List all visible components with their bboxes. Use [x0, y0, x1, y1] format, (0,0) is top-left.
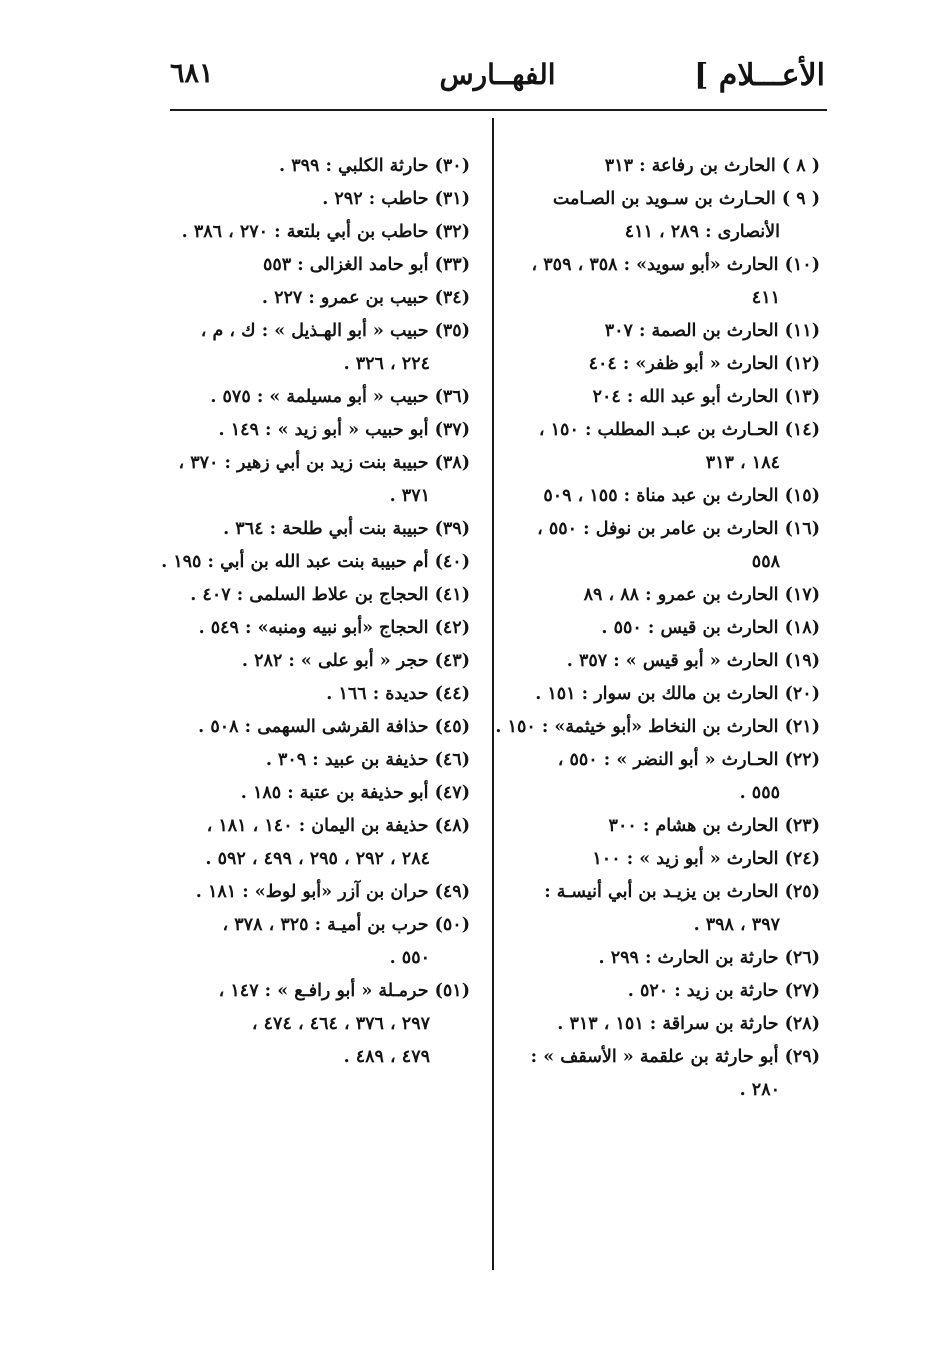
index-entry — [516, 348, 820, 381]
entry-first-line — [516, 744, 820, 777]
entry-text: حبيبة بنت زيد بن أبي زهير : ٣٧٠ ، — [178, 453, 429, 473]
entry-number: (٢١) — [784, 717, 820, 737]
entry-text: حارثة الكلبي : ٣٩٩ . — [279, 156, 429, 176]
entry-first-line — [516, 183, 820, 216]
entry-continuation-line — [180, 942, 470, 975]
index-entry — [516, 810, 820, 843]
index-entry — [180, 447, 470, 513]
entry-first-line — [516, 513, 820, 546]
index-entry — [516, 315, 820, 348]
index-entry — [180, 909, 470, 975]
entry-text: حبيبة بنت أبي طلحة : ٣٦٤ . — [223, 519, 429, 539]
index-entry — [180, 876, 470, 909]
entry-text: الحـارث بن سـويد بن الصـامت — [552, 189, 776, 209]
entry-number: (٤٢) — [434, 618, 470, 638]
index-entry — [180, 183, 470, 216]
entry-number: (١٧) — [784, 585, 820, 605]
entry-first-line — [180, 876, 470, 909]
index-entry — [516, 150, 820, 183]
entry-continuation-line — [180, 480, 470, 513]
entry-continuation-line — [516, 282, 820, 315]
entry-text: الحارث بن عامر بن نوفل : ٥٥٠ ، — [537, 519, 779, 539]
entry-continuation-line — [180, 1041, 470, 1074]
index-entry — [180, 777, 470, 810]
index-entry — [180, 249, 470, 282]
index-entry — [516, 843, 820, 876]
entry-first-line — [180, 513, 470, 546]
index-entry — [516, 579, 820, 612]
entry-number: (٢٥) — [784, 882, 820, 902]
index-entry — [516, 183, 820, 249]
entry-text: أبو حارثة بن علقمة « الأسقف » : — [530, 1047, 779, 1067]
entry-first-line — [180, 216, 470, 249]
entry-number: (٣٩) — [434, 519, 470, 539]
entry-first-line — [161, 546, 470, 579]
entry-text: حرمـلة « أبو رافـع » : ١٤٧ ، — [218, 981, 429, 1001]
entry-text: حران بن آزر «أبو لوط» : ١٨١ . — [195, 882, 429, 902]
entry-text: ٣٧١ . — [389, 486, 430, 506]
entry-number: (٤١) — [434, 585, 470, 605]
entry-continuation-line — [516, 777, 820, 810]
entry-number: (٣٠) — [434, 156, 470, 176]
entry-number: (٢٧) — [784, 981, 820, 1001]
entry-number: (٣٦) — [434, 387, 470, 407]
entry-first-line — [516, 843, 820, 876]
entry-continuation-line — [516, 216, 820, 249]
entry-first-line — [516, 315, 820, 348]
index-entry — [180, 381, 470, 414]
entry-text: الحارث بن الصمة : ٣٠٧ — [604, 321, 779, 341]
entry-text: حبيب بن عمرو : ٢٢٧ . — [261, 288, 429, 308]
entry-first-line — [180, 777, 470, 810]
index-entry — [180, 513, 470, 546]
entry-continuation-line — [516, 909, 820, 942]
entry-text: ٥٥٥ . — [739, 783, 780, 803]
entry-text: حذافة القرشى السهمى : ٥٠٨ . — [198, 717, 429, 737]
index-entry — [516, 513, 820, 579]
index-entry — [516, 612, 820, 645]
entry-first-line — [516, 480, 820, 513]
entry-text: حارثة بن زيد : ٥٢٠ . — [627, 981, 779, 1001]
entry-text: حديدة : ١٦٦ . — [326, 684, 429, 704]
entry-text: حاطب بن أبي بلتعة : ٢٧٠ ، ٣٨٦ . — [181, 222, 429, 242]
entry-number: (٤٥) — [434, 717, 470, 737]
entry-first-line — [516, 975, 820, 1008]
entry-first-line — [516, 150, 820, 183]
entry-first-line — [180, 810, 470, 843]
entry-first-line — [495, 711, 820, 744]
entry-number: (١٨) — [784, 618, 820, 638]
entry-number: (٤٨) — [434, 816, 470, 836]
entry-first-line — [516, 876, 820, 909]
entry-text: الحجاج بن علاط السلمى : ٤٠٧ . — [190, 585, 429, 605]
entry-text: الحارث بن مالك بن سوار : ١٥١ . — [535, 684, 779, 704]
entry-text: ٥٥٠ . — [389, 948, 430, 968]
entry-number: (٢٢) — [784, 750, 820, 770]
entry-text: حبيب « أبو مسيلمة » : ٥٧٥ . — [210, 387, 429, 407]
entry-number: (٥١) — [434, 981, 470, 1001]
index-entry — [516, 1041, 820, 1107]
index-entry — [516, 414, 820, 480]
page-number: ٦٨١ — [170, 58, 214, 89]
entry-number: (٣٧) — [434, 420, 470, 440]
entry-first-line — [516, 645, 820, 678]
entry-number: (٤٠) — [434, 552, 470, 572]
entry-text: أبو حامد الغزالى : ٥٥٣ — [262, 255, 429, 275]
entry-text: ٤٧٩ ، ٤٨٩ . — [343, 1047, 430, 1067]
entry-first-line — [516, 348, 820, 381]
entry-number: (٣٣) — [434, 255, 470, 275]
entry-number: (٥٠) — [434, 915, 470, 935]
column-divider — [492, 118, 494, 1270]
entry-number: (٤٤) — [434, 684, 470, 704]
index-entry — [180, 150, 470, 183]
entry-first-line — [516, 1041, 820, 1074]
entry-number: (٣٥) — [434, 321, 470, 341]
entry-first-line — [516, 249, 820, 282]
entry-number: (٤٦) — [434, 750, 470, 770]
entry-first-line — [516, 810, 820, 843]
entry-number: (١٢) — [784, 354, 820, 374]
entry-text: حرب بن أميـة : ٣٢٥ ، ٣٧٨ ، — [222, 915, 429, 935]
index-entry — [180, 414, 470, 447]
entry-text: ٤١١ — [751, 288, 780, 308]
entry-number: (٣٤) — [434, 288, 470, 308]
entry-number: (١٥) — [784, 486, 820, 506]
entry-text: الحارث بن عمرو : ٨٨ ، ٨٩ — [583, 585, 779, 605]
entry-first-line — [180, 249, 470, 282]
index-entry — [180, 744, 470, 777]
index-entry — [161, 546, 470, 579]
entry-text: حارثة بن سراقة : ١٥١ ، ٣١٣ . — [557, 1014, 779, 1034]
entry-number: (٢٣) — [784, 816, 820, 836]
entry-text: ٢٢٤ ، ٣٢٦ . — [343, 354, 430, 374]
entry-text: ٢٩٧ ، ٣٧٦ ، ٤٦٤ ، ٤٧٤ ، — [251, 1014, 430, 1034]
entry-first-line — [180, 678, 470, 711]
entry-text: أبو حذيفة بن عتبة : ١٨٥ . — [240, 783, 429, 803]
entry-number: ( ٩ ) — [781, 189, 820, 209]
entry-first-line — [516, 612, 820, 645]
entry-text: الحارث « أبو قيس » : ٣٥٧ . — [566, 651, 779, 671]
entry-number: (٣٨) — [434, 453, 470, 473]
entry-first-line — [180, 447, 470, 480]
index-entry — [516, 876, 820, 942]
entry-number: ( ٨ ) — [781, 156, 820, 176]
entry-text: حارثة بن الحارث : ٢٩٩ . — [598, 948, 779, 968]
index-entry — [516, 480, 820, 513]
index-entry — [180, 612, 470, 645]
entry-first-line — [180, 612, 470, 645]
entry-first-line — [180, 414, 470, 447]
entry-number: (٢٤) — [784, 849, 820, 869]
entry-first-line — [180, 282, 470, 315]
entry-first-line — [516, 942, 820, 975]
entry-continuation-line — [180, 1008, 470, 1041]
entry-number: (١١) — [784, 321, 820, 341]
entry-first-line — [180, 711, 470, 744]
index-entry — [516, 381, 820, 414]
entry-text: حاطب : ٢٩٢ . — [322, 189, 429, 209]
header-rule — [170, 109, 827, 111]
index-entry — [180, 810, 470, 876]
entry-first-line — [180, 744, 470, 777]
index-entry — [516, 645, 820, 678]
entry-text: حذيفة بن عبيد : ٣٠٩ . — [265, 750, 429, 770]
entry-number: (٢٨) — [784, 1014, 820, 1034]
entry-text: الحارث بن رفاعة : ٣١٣ — [604, 156, 776, 176]
entry-first-line — [516, 381, 820, 414]
entry-text: ١٨٤ ، ٣١٣ — [705, 453, 780, 473]
entry-number: (٤٧) — [434, 783, 470, 803]
entry-continuation-line — [516, 1074, 820, 1107]
entry-text: الحارث بن قيس : ٥٥٠ . — [601, 618, 779, 638]
entry-first-line — [516, 414, 820, 447]
entry-text: الحارث بن هشام : ٣٠٠ — [608, 816, 779, 836]
entry-first-line — [180, 150, 470, 183]
index-entry — [495, 711, 820, 744]
entry-text: الحجاج «أبو نبيه ومنبه» : ٥٤٩ . — [198, 618, 429, 638]
entry-text: حجر « أبو على » : ٢٨٢ . — [241, 651, 429, 671]
entry-first-line — [180, 909, 470, 942]
entry-number: (١٤) — [784, 420, 820, 440]
entry-text: أم حبيبة بنت عبد الله بن أبي : ١٩٥ . — [161, 552, 429, 572]
entry-first-line — [516, 678, 820, 711]
index-entry — [180, 216, 470, 249]
index-entry — [516, 942, 820, 975]
entry-text: الحارث بن عبد مناة : ١٥٥ ، ٥٠٩ — [543, 486, 779, 506]
index-entry — [180, 678, 470, 711]
entry-text: حبيب « أبو الهـذيل » : ك ، م ، — [200, 321, 429, 341]
entry-text: الحارث أبو عبد الله : ٢٠٤ — [592, 387, 779, 407]
entry-text: ٢٨٠ . — [739, 1080, 780, 1100]
index-entry — [180, 711, 470, 744]
entry-first-line — [180, 183, 470, 216]
index-entry — [516, 744, 820, 810]
entry-first-line — [180, 975, 470, 1008]
entry-number: (٤٩) — [434, 882, 470, 902]
section-heading: الأعـــلام ] — [694, 58, 825, 93]
entry-text: الحارث « أبو زيد » : ١٠٠ — [592, 849, 779, 869]
entry-text: الحـارث « أبو النضر » : ٥٥٠ ، — [557, 750, 779, 770]
entry-continuation-line — [180, 348, 470, 381]
entry-continuation-line — [516, 546, 820, 579]
entry-first-line — [516, 579, 820, 612]
entry-text: الحارث بن يزيـد بن أبي أنيسـة : — [544, 882, 779, 902]
page-header — [170, 58, 825, 106]
entry-number: (١٦) — [784, 519, 820, 539]
index-entry — [516, 1008, 820, 1041]
index-entry — [516, 975, 820, 1008]
index-entry — [516, 678, 820, 711]
entry-number: (٣٢) — [434, 222, 470, 242]
index-entry — [180, 282, 470, 315]
entry-number: (٢٠) — [784, 684, 820, 704]
entry-first-line — [180, 315, 470, 348]
entry-first-line — [180, 381, 470, 414]
entry-text: الحـارث بن عبـد المطلب : ١٥٠ ، — [538, 420, 779, 440]
entry-number: (١٣) — [784, 387, 820, 407]
entry-text: أبو حبيب « أبو زيد » : ١٤٩ . — [218, 420, 429, 440]
entry-first-line — [180, 579, 470, 612]
index-entry — [180, 645, 470, 678]
entry-text: الحارث « أبو ظفر» : ٤٠٤ — [588, 354, 779, 374]
index-entry — [516, 249, 820, 315]
index-entry — [180, 975, 470, 1074]
entry-number: (٣١) — [434, 189, 470, 209]
entry-text: الأنصارى : ٢٨٩ ، ٤١١ — [624, 222, 780, 242]
entry-text: ٢٨٤ ، ٢٩٢ ، ٢٩٥ ، ٤٩٩ ، ٥٩٢ . — [205, 849, 430, 869]
index-column-left — [161, 150, 470, 1074]
entry-continuation-line — [516, 447, 820, 480]
index-entry — [180, 579, 470, 612]
entry-number: (١٩) — [784, 651, 820, 671]
entry-number: (٢٩) — [784, 1047, 820, 1067]
entry-text: الحارث بن النخاط «أبو خيثمة» : ١٥٠ . — [495, 717, 779, 737]
entry-first-line — [180, 645, 470, 678]
entry-number: (٤٣) — [434, 651, 470, 671]
entry-first-line — [516, 1008, 820, 1041]
entry-text: ٣٩٧ ، ٣٩٨ . — [693, 915, 780, 935]
index-column-right — [495, 150, 820, 1107]
entry-text: الحارث «أبو سويد» : ٣٥٨ ، ٣٥٩ ، — [531, 255, 779, 275]
entry-number: (١٠) — [784, 255, 820, 275]
running-title: الفهــارس — [439, 58, 556, 91]
entry-text: ٥٥٨ — [751, 552, 780, 572]
entry-text: حذيفة بن اليمان : ١٤٠ ، ١٨١ ، — [206, 816, 429, 836]
index-entry — [180, 315, 470, 381]
entry-continuation-line — [180, 843, 470, 876]
entry-number: (٢٦) — [784, 948, 820, 968]
